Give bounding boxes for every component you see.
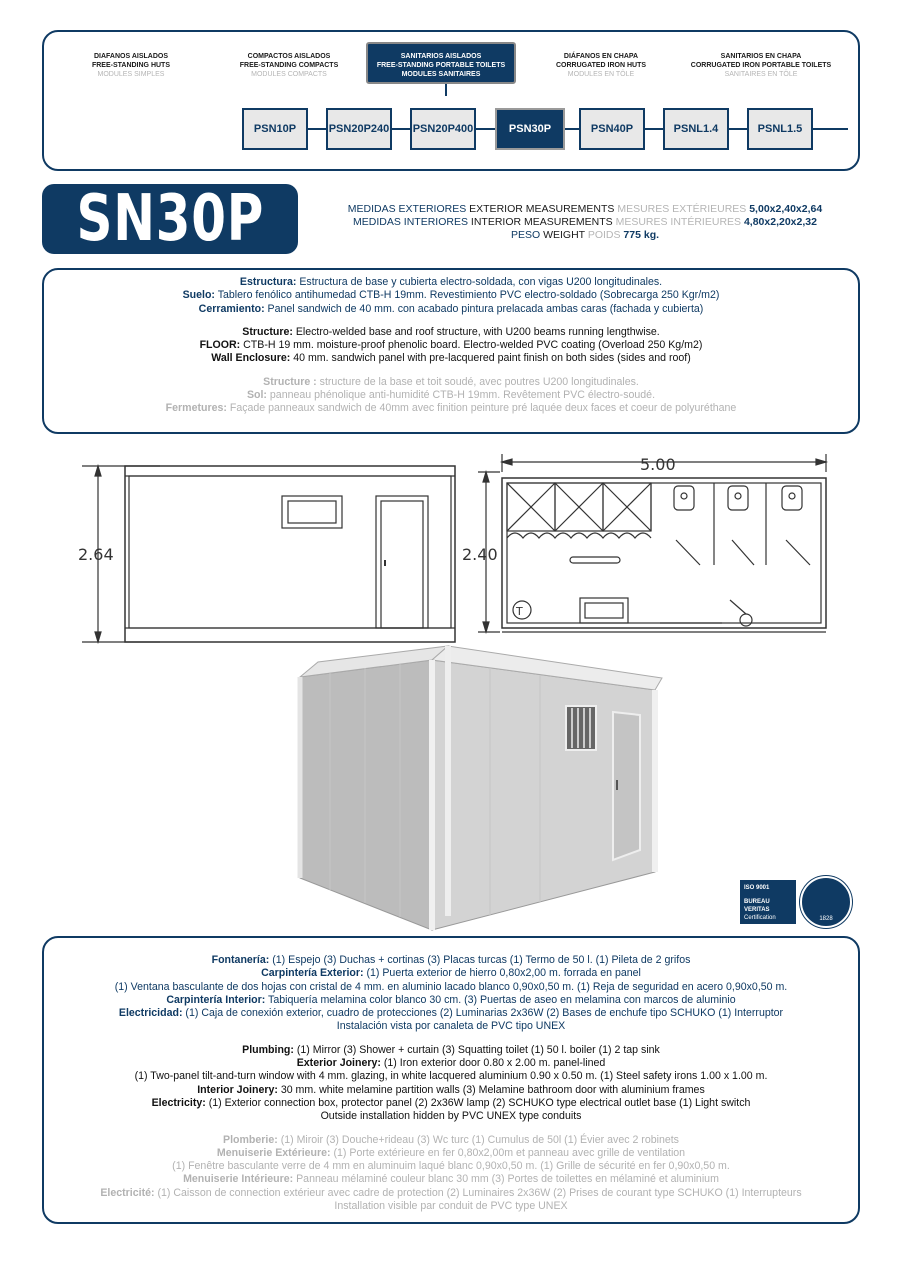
cert-year: 1828 — [819, 916, 833, 922]
model-psn30p[interactable]: PSN30P — [495, 108, 565, 150]
certification-badge — [740, 880, 852, 930]
floor-plan-drawing — [478, 454, 826, 632]
category-label-es: COMPACTOS AISLADOS — [247, 53, 331, 60]
model-psn20p400[interactable]: PSN20P400 — [410, 108, 476, 150]
structure-es: Estructura: Estructura de base y cubierta electro-soldada, con vigas U200 longitudinales. Suelo: Tablero fenólico antihumedad CTB-H 19mm. Revestimiento PVC electro-soldado (Sobrecarga 250 Kgr/m2) Cerramiento: Panel sandwich de 40 mm. con acabado pintura prelacada ambas caras (fachada y cubierta) — [182, 276, 720, 315]
equipment-es: Fontanería: (1) Espejo (3) Duchas + cortinas (3) Placas turcas (1) Termo de 50 l. (1) Pileta de 2 grifos Carpintería Exterior: (1) Puerta exterior de hierro 0,80x2,00 m. forrada en panel (1) Ventana basculante de dos hojas con cristal de 4 mm. en aluminio lacado blanco 0,90x0,50 m. (1) Reja de seguridad en acero 0,90x0,50 m. Carpintería Interior: Tabiquería melamina color blanco 30 cm. (3) Puertas de aseo en melamina con marcos de aluminio Electricidad: (1) Caja de conexión exterior, cuadro de protecciones (2) Luminarias 2x36W (2) Bases de enchufe tipo SCHUKO (1) Interruptor Instalación vista por canaleta de PVC tipo UNEX — [114, 954, 788, 1033]
exterior-measurements: MEDIDAS EXTERIORES EXTERIOR MEASUREMENTS MESURES EXTÉRIEURES 5,00x2,40x2,64 — [347, 203, 823, 215]
category-label-fr: MODULES EN TÔLE — [567, 71, 635, 78]
module-photo — [300, 646, 662, 930]
structure-fr: Structure : structure de la base et toit soudé, avec poutres U200 longitudinales. Sol: panneau phénolique anti-humidité CTB-H 19mm. Revêtement PVC électro-soudé. Fermetures: Façade panneaux sandwich de 40mm avec finition peinture pré laquée deux faces et coeur de polyuréthane — [165, 375, 737, 415]
category-label-en: FREE-STANDING COMPACTS — [239, 62, 339, 69]
category-label-en: FREE-STANDING HUTS — [91, 62, 171, 69]
model-psnl1-4[interactable]: PSNL1.4 — [663, 108, 729, 150]
cert-sub: Certification — [744, 915, 776, 921]
interior-measurements: MEDIDAS INTERIORES INTERIOR MEASUREMENTS MESURES INTÉRIEURES 4,80x2,20x2,32 — [353, 216, 817, 228]
category-label-es: SANITARIOS EN CHAPA — [720, 53, 802, 60]
bureau-veritas-seal — [800, 876, 852, 928]
category-label-fr: MODULES SANITAIRES — [401, 71, 481, 78]
model-psn10p[interactable]: PSN10P — [242, 108, 308, 150]
category-label-es: DIAFANOS AISLADOS — [93, 53, 169, 60]
category-label-fr: MODULES COMPACTS — [251, 71, 327, 78]
category-label-es: DIÁFANOS EN CHAPA — [563, 53, 639, 60]
model-psn20p240[interactable]: PSN20P240 — [326, 108, 392, 150]
weight: PESO WEIGHT POIDS 775 kg. — [510, 229, 660, 241]
model-psnl1-5[interactable]: PSNL1.5 — [747, 108, 813, 150]
category-label-en: FREE-STANDING PORTABLE TOILETS — [376, 62, 506, 69]
length-dimension: 5.00 — [640, 455, 676, 474]
depth-dimension: 2.40 — [462, 545, 498, 564]
cert-name: BUREAU VERITAS — [744, 899, 770, 913]
elevation-drawing — [82, 466, 455, 642]
category-label-en: CORRUGATED IRON HUTS — [555, 62, 647, 69]
model-psn40p[interactable]: PSN40P — [579, 108, 645, 150]
equipment-en: Plumbing: (1) Mirror (3) Shower + curtain (3) Squatting toilet (1) 50 l. boiler (1) 2 tap sink Exterior Joinery: (1) Iron exterior door 0.80 x 2.00 m. panel-lined (1) Two-panel tilt-and-turn window with 4 mm. glazing, in white lacquered aluminium 0.90 x 0.50 m. (1) Steel safety irons 1.00 x 1.00 m. Interior Joinery: 30 mm. white melamine partition walls (3) Melamine bathroom door with aluminium frames Electricity: (1) Exterior connection box, protector panel (2) 2x36W lamp (2) SCHUKO type electrical outlet base (1) Light switch Outside installation hidden by PVC UNEX type conduits — [134, 1043, 768, 1123]
category-label-en: CORRUGATED IRON PORTABLE TOILETS — [690, 62, 832, 69]
equipment-fr: Plomberie: (1) Miroir (3) Douche+rideau (3) Wc turc (1) Cumulus de 50l (1) Évier avec 2 robinets Menuiserie Extérieure: (1) Porte extérieure en fer 0,80x2,00m et panneau avec grille de ventilation (1) Fenêtre basculante verre de 4 mm en aluminuim laqué blanc 0,90x0,50 m. (1) Grille de sécurité en fer 0,90x0,50 m. Menuiserie Intérieure: Panneau mélaminé couleur blanc 30 mm (3) Portes de toilettes en mélaminé et aluminium Electricité: (1) Caisson de connection extérieur avec cadre de protection (2) Luminaires 2x36W (2) Prises de courant type SCHUKO (1) Interrupteurs Installation visible par conduit de PVC type UNEX — [100, 1133, 802, 1213]
category-label-fr: SANITAIRES EN TÔLE — [724, 71, 798, 78]
height-dimension: 2.64 — [78, 545, 114, 564]
model-title: SN30P — [42, 184, 298, 254]
equipment-box — [42, 936, 860, 1224]
category-label-fr: MODULES SIMPLES — [97, 71, 165, 78]
category-label-es: SANITARIOS AISLADOS — [400, 53, 482, 60]
cert-iso: ISO 9001 — [744, 885, 770, 891]
boiler-marker: T — [516, 605, 523, 618]
structure-en: Structure: Electro-welded base and roof structure, with U200 beams running lengthwise. FLOOR: CTB-H 19 mm. moisture-proof phenolic board. Electro-welded PVC coating (Overload 250 Kg/m2) Wall Enclosure: 40 mm. sandwich panel with pre-lacquered paint finish on both sides (sides and roof) — [199, 325, 703, 365]
